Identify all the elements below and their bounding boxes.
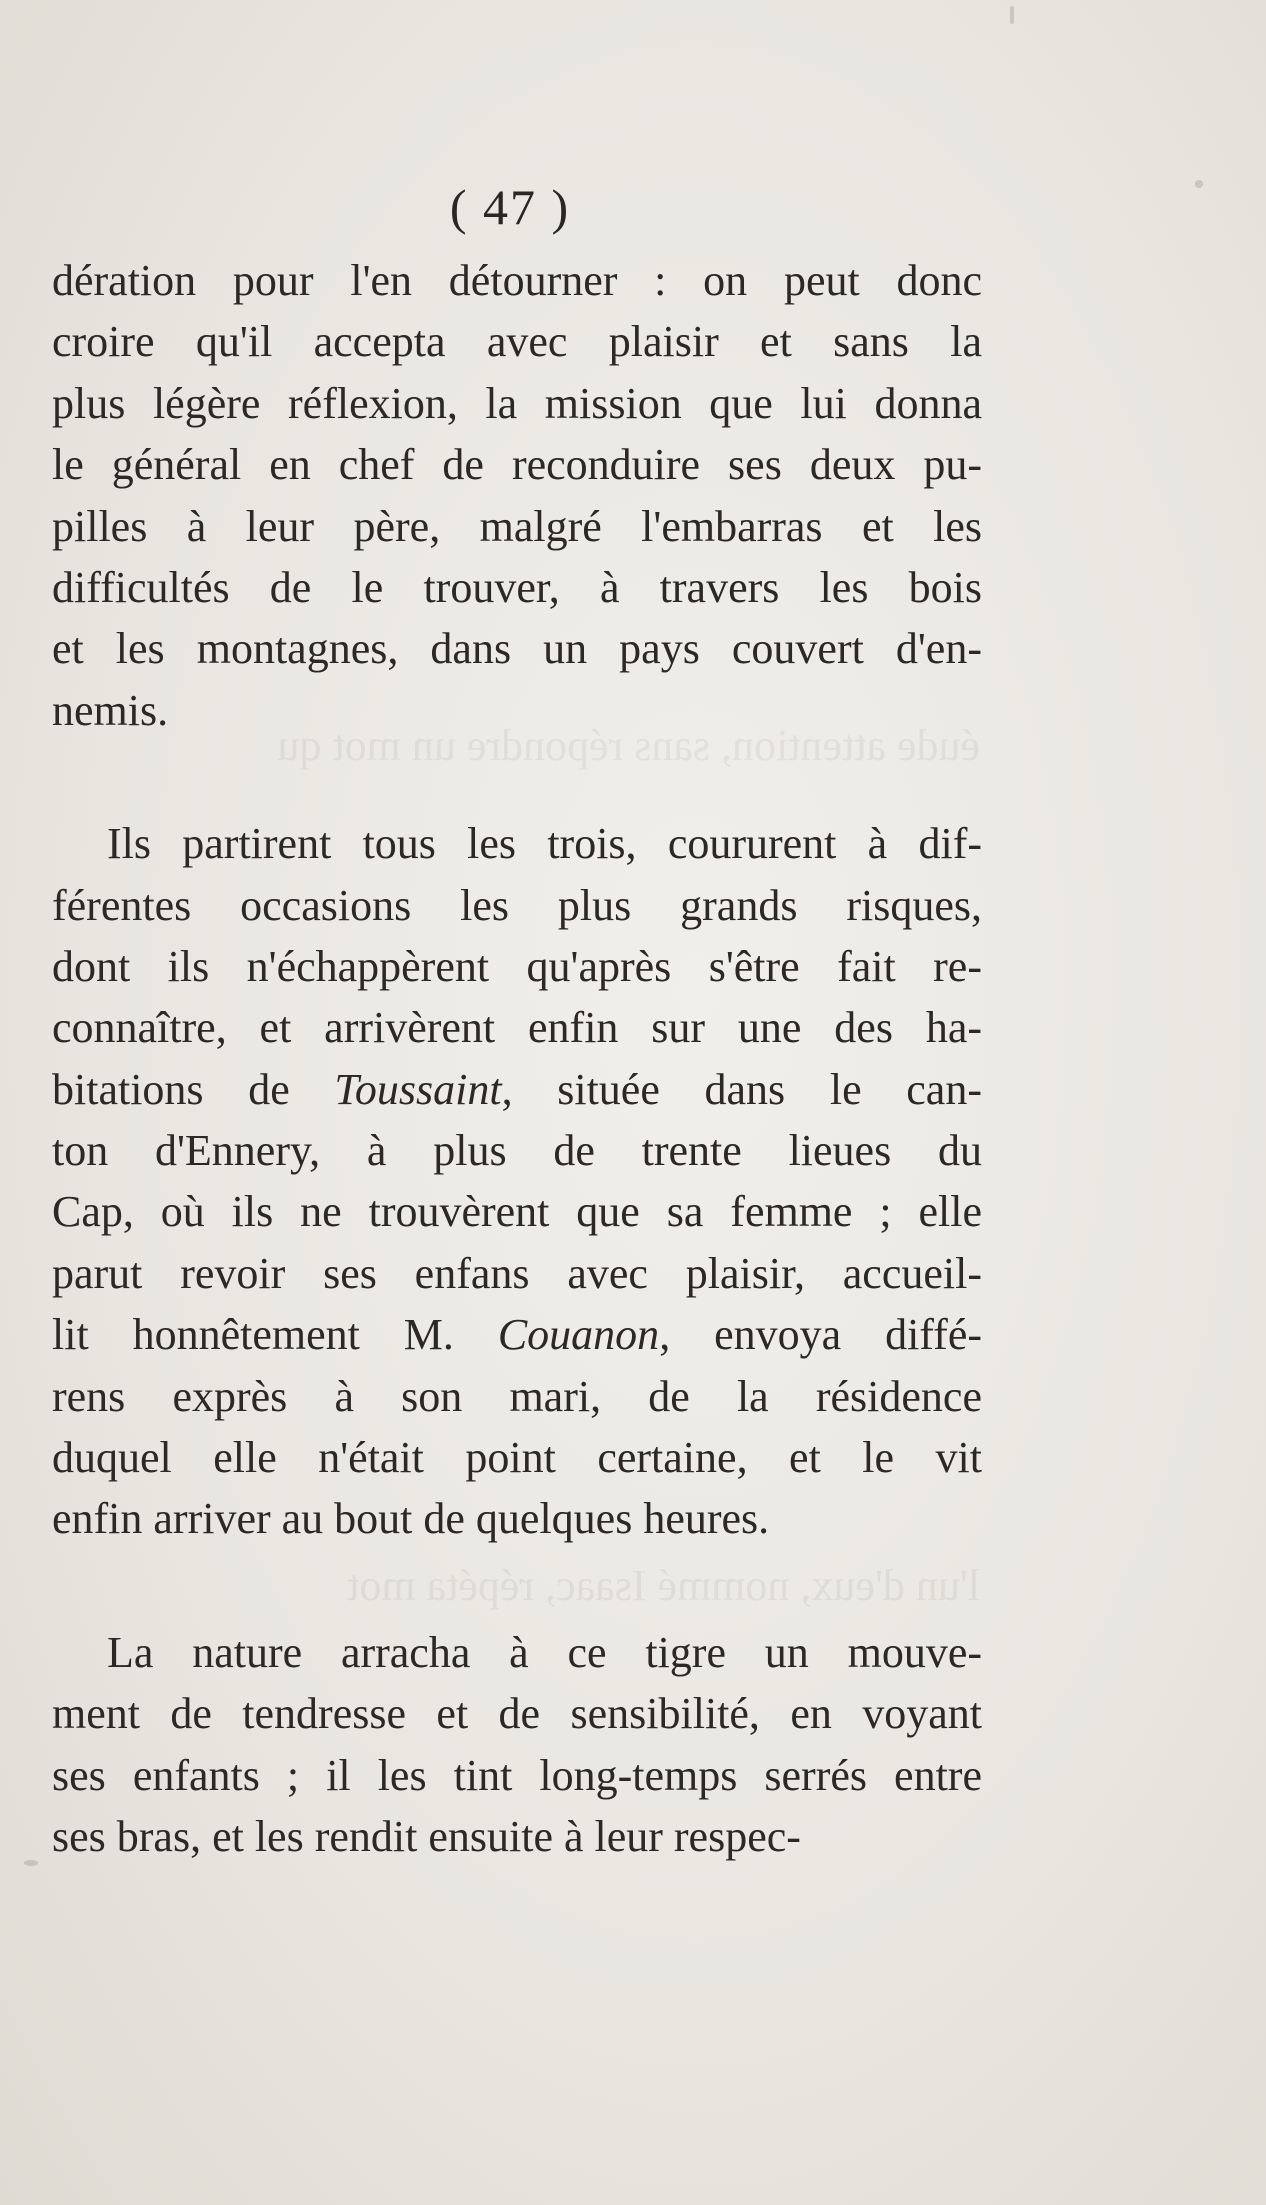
text-line: duquel elle n'était point certaine, et le vit <box>52 1433 982 1483</box>
text-line: Cap, où ils ne trouvèrent que sa femme ; elle <box>52 1187 982 1237</box>
paragraph-gap <box>52 1550 982 1622</box>
text-line: La nature arracha à ce tigre un mouve- <box>107 1627 982 1677</box>
italic-name: Couanon <box>497 1310 660 1360</box>
text-line: dération pour l'en détourner : on peut donc <box>52 256 982 305</box>
text-line: connaître, et arrivèrent enfin sur une des ha- <box>52 1003 982 1053</box>
italic-name: Toussaint <box>334 1064 502 1114</box>
text-line: parut revoir ses enfans avec plaisir, accueil- <box>52 1248 982 1298</box>
show-through-text: l'un d'eux, nommé Isaac, répéta mot <box>347 1561 980 1610</box>
paper-speck <box>24 1860 38 1866</box>
text-line: Ils partirent tous les trois, coururent à dif- <box>107 819 982 869</box>
text-line: et les montagnes, dans un pays couvert d'en- <box>52 624 982 674</box>
text-line: plus légère réflexion, la mission que lui donna <box>52 378 982 428</box>
text-line: rens exprès à son mari, de la résidence <box>52 1371 982 1421</box>
text-line: ton d'Ennery, à plus de trente lieues du <box>52 1126 982 1176</box>
text-line: férentes occasions les plus grands risques, <box>52 880 982 930</box>
paragraph-gap <box>52 741 982 813</box>
text-line: dont ils n'échappèrent qu'après s'être fait re- <box>52 941 982 991</box>
text-line: ses enfants ; il les tint long-temps serrés entre <box>52 1750 982 1800</box>
text-line: enfin arriver au bout de quelques heures. <box>52 1494 770 1544</box>
text-line: ment de tendresse et de sensibilité, en voyant <box>52 1689 982 1739</box>
text-line: nemis. <box>52 685 169 735</box>
text-line: lit honnêtement M. Couanon, envoya diffé- <box>52 1310 982 1360</box>
text-line: bitations de Toussaint, située dans le can- <box>52 1064 982 1114</box>
page-body-text <box>52 250 982 1867</box>
paper-speck <box>1010 6 1014 24</box>
paper-speck <box>1195 180 1203 188</box>
text-line: pilles à leur père, malgré l'embarras et les <box>52 501 982 551</box>
text-line: ses bras, et les rendit ensuite à leur respec- <box>52 1811 801 1861</box>
text-line: le général en chef de reconduire ses deux pu- <box>52 440 982 490</box>
show-through-text: éude attention, sans répondre un mot qu <box>277 721 980 770</box>
text-line: croire qu'il accepta avec plaisir et sans la <box>52 317 982 367</box>
text-line: difficultés de le trouver, à travers les bois <box>52 562 982 612</box>
page-number: ( 47 ) <box>449 179 571 235</box>
